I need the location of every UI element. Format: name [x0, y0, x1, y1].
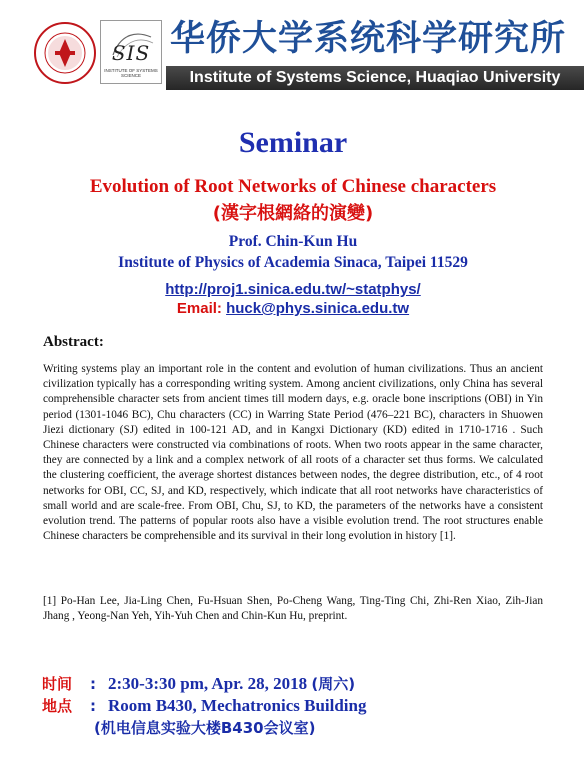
speaker-url-link[interactable]: http://proj1.sinica.edu.tw/~statphys/ — [165, 281, 421, 298]
seminar-heading: Seminar — [238, 126, 348, 159]
time-row — [42, 673, 562, 695]
place-row — [42, 695, 562, 717]
talk-title-cn: (漢字根網絡的演變) — [212, 203, 374, 224]
place-value: Room B430, Mechatronics Building — [108, 696, 367, 715]
reference-text: [1] Po-Han Lee, Jia-Ling Chen, Fu-Hsuan Shen, Po-Cheng Wang, Ting-Ting Chi, Zhi-Ren Xiao, Zih-Jian Jhang , Yeong-Nan Yeh, Yih-Yuh Chen and Chin-Kun Hu, preprint. — [43, 595, 543, 623]
institute-logo-subtitle: INSTITUTE OF SYSTEMS SCIENCE — [104, 68, 158, 78]
institute-logo-text: SIS — [111, 41, 151, 65]
institute-title-cn: 华侨大学系统科学研究所 — [170, 19, 567, 59]
time-value: 2:30-3:30 pm, Apr. 28, 2018 — [108, 674, 308, 693]
abstract-body: Writing systems play an important role in the content and evolution of human civilizations. Thus an ancient civilization typically has a corresponding writing system. Among ancient civilizations, only China has several comprehensible character sets from ancient times till modern days, e.g. oracle bone inscriptions (OBI) in Yin period (1301-1046 BC), Chu characters (CC) in Warring State Period (476–221 BC), characters in Shuowen Jiezi dictionary (SJ) edited in 100-121 AD, and in Kangxi Dictionary (KD) edited in 1710-1716 . Such Chinese characters were constructed via combinations of roots. When two roots appear in the same character, they are connected by a link and a complex network of all roots of a character set thus forms. We calculated the clustering coefficient, the average shortest distances between nodes, the degree distribution, etc., of 4 root networks for OBI, CC, SJ, and KD, respectively, which indicate that all root networks have characteristics of small world and are scale-free. From OBI, Chu, SJ, to KD, the parameters of the networks have a consistent evolution trend. The patterns of popular roots also have a visible evolution trend. The root structures enable Chinese characters be comprehensible and its survival in their long evolution in history [1]. — [43, 363, 543, 543]
abstract-heading: Abstract: — [43, 334, 104, 350]
time-label: 时间 — [42, 675, 73, 693]
place-cn-row — [42, 717, 562, 739]
institute-title-en: Institute of Systems Science, Huaqiao University — [189, 69, 561, 86]
email-label: Email: — [176, 300, 222, 317]
speaker-affiliation: Institute of Physics of Academia Sinaca, Taipei 11529 — [118, 254, 468, 271]
time-colon: : — [90, 675, 96, 693]
place-cn: (机电信息实验大楼B430会议室) — [94, 719, 316, 737]
university-seal-icon — [34, 22, 96, 84]
place-colon: : — [90, 697, 96, 715]
place-label: 地点 — [42, 697, 73, 715]
time-day: (周六) — [311, 675, 356, 693]
talk-title: Evolution of Root Networks of Chinese characters — [89, 176, 497, 197]
email-line — [0, 300, 586, 317]
event-details — [42, 673, 562, 739]
institute-title-bar — [166, 66, 584, 90]
email-link[interactable]: huck@phys.sinica.edu.tw — [226, 300, 410, 317]
institute-logo — [100, 20, 162, 84]
page-header — [0, 0, 586, 102]
speaker-name: Prof. Chin-Kun Hu — [228, 233, 358, 250]
